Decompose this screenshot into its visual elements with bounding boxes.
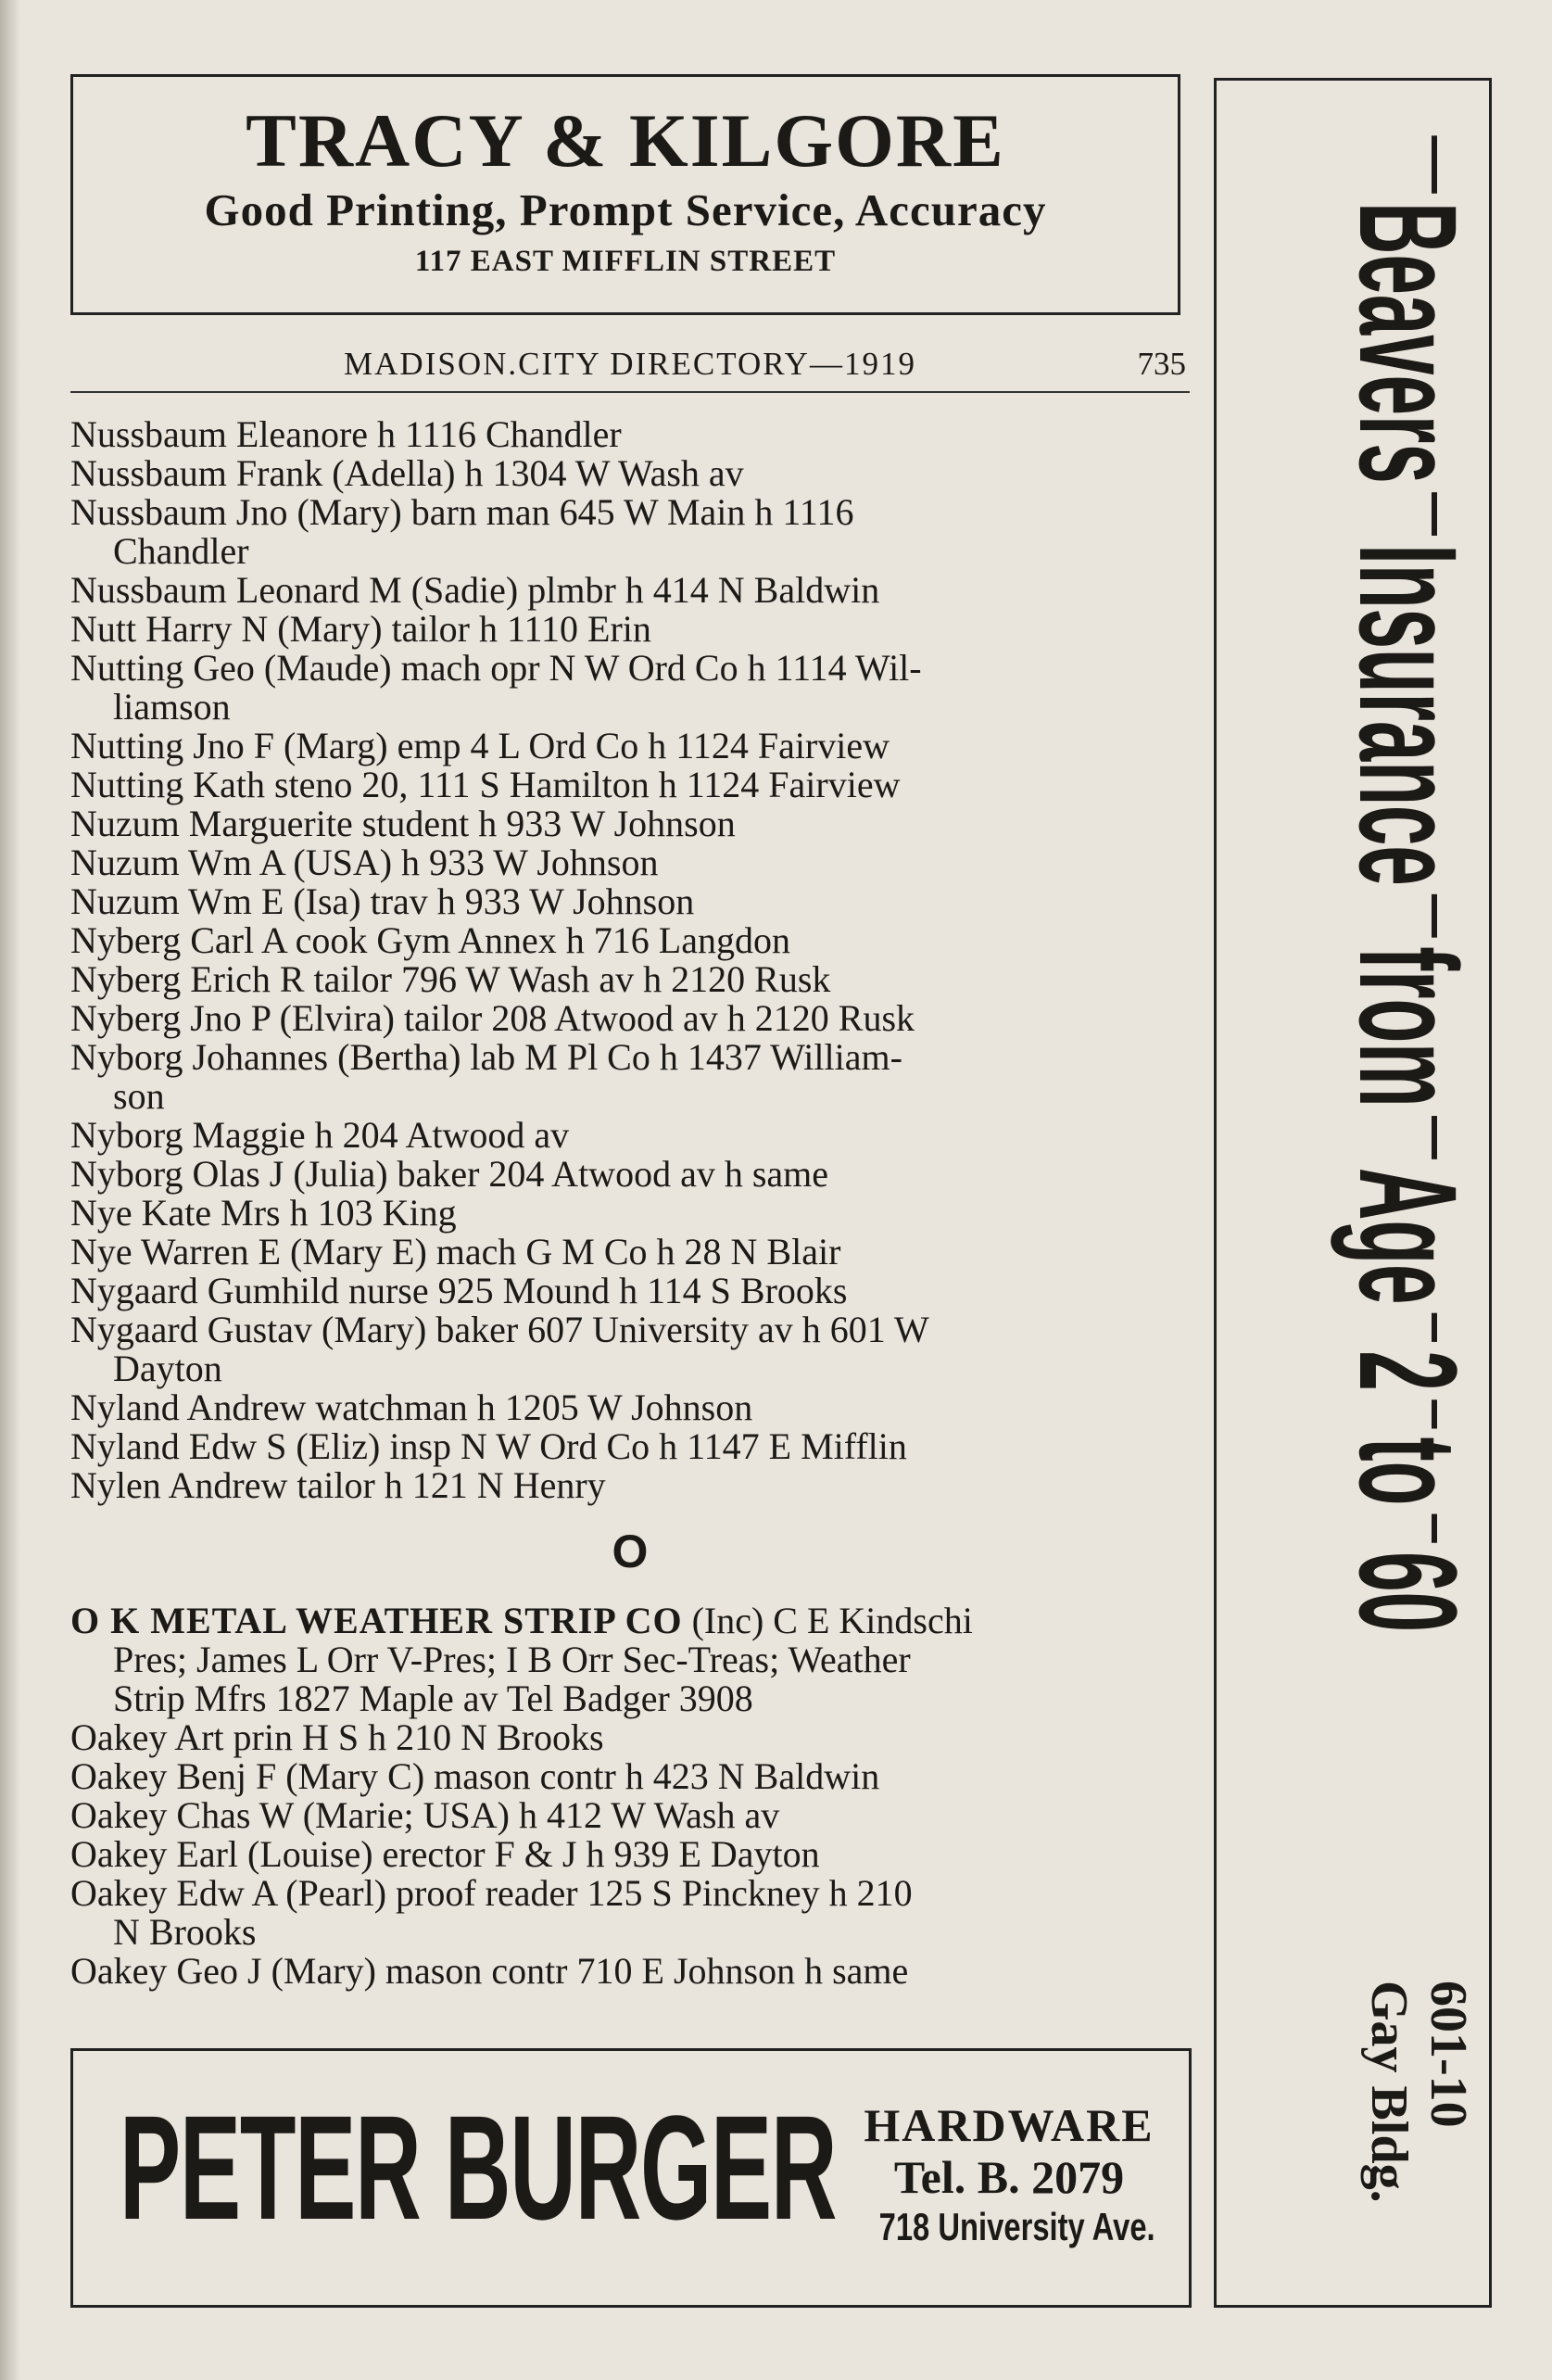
list-item (70, 454, 1190, 493)
entry-text: Nutting Geo (Maude) mach opr N W Ord Co h 1114 Wil- (70, 647, 922, 689)
list-item (70, 766, 1190, 804)
list-item (70, 415, 1190, 454)
list-item (70, 649, 1190, 727)
list-item (70, 1466, 1190, 1505)
entry-text: Nyland Edw S (Eliz) insp N W Ord Co h 1147 E Mifflin (70, 1425, 907, 1467)
list-item (70, 1388, 1190, 1427)
list-item (70, 843, 1190, 882)
ad-store-type: HARDWARE (864, 2099, 1155, 2151)
list-item (70, 493, 1190, 571)
entry-continuation: Dayton (113, 1348, 222, 1389)
list-item (70, 1835, 1190, 1874)
entry-text: Nuzum Wm E (Isa) trav h 933 W Johnson (70, 880, 695, 922)
entry-continuation: Chandler (113, 530, 249, 572)
slogan-word: 2 (1331, 1350, 1486, 1391)
slogan-word: Beavers (1331, 202, 1486, 484)
list-item (70, 1601, 1190, 1718)
ad-store-address: 718 University Ave. (878, 2205, 1155, 2248)
entry-text: Nyberg Carl A cook Gym Annex h 716 Langdon (70, 919, 790, 961)
entry-continuation: N Brooks (113, 1911, 257, 1953)
side-ad-text (1246, 127, 1486, 2259)
page-number: 735 (1137, 346, 1186, 382)
list-item (70, 1155, 1190, 1194)
list-item (70, 999, 1190, 1038)
entry-text: Nyland Andrew watchman h 1205 W Johnson (70, 1386, 753, 1428)
entry-text: Nussbaum Eleanore h 1116 Chandler (70, 413, 622, 455)
entry-text: Nuzum Wm A (USA) h 933 W Johnson (70, 842, 659, 883)
slogan-word: Insurance (1331, 544, 1486, 886)
list-item (70, 1874, 1190, 1952)
tracy-kilgore-ad (70, 74, 1180, 315)
entry-text: Oakey Geo J (Mary) mason contr 710 E Johnson h same (70, 1950, 909, 1992)
list-item (70, 1310, 1190, 1388)
side-ad-address-line-2: Gay Bldg. (1360, 1981, 1418, 2203)
page-edge-shadow (0, 0, 20, 2380)
ad-store-phone: Tel. B. 2079 (893, 2151, 1125, 2203)
list-item (70, 960, 1190, 999)
business-detail-line-2: Pres; James L Orr V-Pres; I B Orr Sec-Treas; Weather (113, 1639, 911, 1680)
slogan-word: from (1331, 946, 1486, 1108)
list-item (70, 1427, 1190, 1466)
list-item (70, 882, 1190, 921)
entry-text: Nygaard Gumhild nurse 925 Mound h 114 S Brooks (70, 1270, 848, 1311)
side-ad-address-line-1: 601-10 (1420, 1981, 1477, 2128)
directory-title: MADISON.CITY DIRECTORY—1919 (344, 346, 916, 382)
slogan-word: 60 (1331, 1551, 1486, 1632)
entry-text: Oakey Edw A (Pearl) proof reader 125 S Pinckney h 210 (70, 1872, 913, 1914)
list-item (70, 1116, 1190, 1155)
entry-text: Nygaard Gustav (Mary) baker 607 University av h 601 W (70, 1309, 929, 1350)
entry-text: Oakey Earl (Louise) erector F & J h 939 E Dayton (70, 1833, 820, 1875)
entry-text: Nyborg Olas J (Julia) baker 204 Atwood av h same (70, 1153, 829, 1195)
directory-listing (70, 415, 1190, 1991)
business-name: O K METAL WEATHER STRIP CO (70, 1600, 683, 1641)
running-head (70, 343, 1190, 393)
business-detail: (Inc) C E Kindschi (682, 1600, 973, 1641)
entry-text: Nyberg Erich R tailor 796 W Wash av h 2120 Rusk (70, 958, 831, 1000)
entry-text: Nussbaum Frank (Adella) h 1304 W Wash av (70, 452, 744, 494)
entry-text: Nyborg Johannes (Bertha) lab M Pl Co h 1437 William- (70, 1036, 902, 1078)
slogan-word: Age (1331, 1168, 1486, 1305)
entry-text: Nutting Jno F (Marg) emp 4 L Ord Co h 1124 Fairview (70, 725, 890, 766)
side-ad-address (1359, 1981, 1478, 2203)
list-item (70, 1718, 1190, 1757)
entry-text: Nyborg Maggie h 204 Atwood av (70, 1114, 570, 1156)
peter-burger-ad (70, 2048, 1192, 2308)
list-item (70, 1796, 1190, 1835)
beavers-insurance-ad (1214, 78, 1492, 2308)
list-item (70, 571, 1190, 610)
list-item (70, 1272, 1190, 1310)
section-letter: O (612, 1525, 649, 1577)
entry-text: Nutt Harry N (Mary) tailor h 1110 Erin (70, 608, 651, 650)
side-ad-slogan (1331, 127, 1486, 2055)
list-item (70, 1038, 1190, 1116)
list-item (70, 1233, 1190, 1272)
entry-continuation: liamson (113, 686, 231, 728)
entry-text: Oakey Chas W (Marie; USA) h 412 W Wash av (70, 1794, 780, 1836)
entry-text: Nuzum Marguerite student h 933 W Johnson (70, 803, 736, 844)
entry-continuation: son (113, 1075, 165, 1117)
n-entries (70, 415, 1190, 1505)
entry-text: Nye Kate Mrs h 103 King (70, 1192, 457, 1234)
entry-text: Nyberg Jno P (Elvira) tailor 208 Atwood av h 2120 Rusk (70, 997, 915, 1039)
list-item (70, 727, 1190, 766)
entry-text: Nussbaum Leonard M (Sadie) plmbr h 414 N Baldwin (70, 569, 880, 611)
ad-company-name: TRACY & KILGORE (246, 98, 1005, 183)
ad-store-details (842, 2099, 1176, 2251)
ad-address: 117 EAST MIFFLIN STREET (414, 245, 837, 278)
entry-text: Nussbaum Jno (Mary) barn man 645 W Main h 1116 (70, 491, 854, 533)
list-item (70, 1757, 1190, 1796)
o-entries (70, 1718, 1190, 1991)
entry-text: Oakey Benj F (Mary C) mason contr h 423 N Baldwin (70, 1755, 880, 1797)
business-detail-line-3: Strip Mfrs 1827 Maple av Tel Badger 3908 (113, 1677, 753, 1719)
ad-store-name: PETER BURGER (120, 2084, 837, 2250)
entry-text: Nutting Kath steno 20, 111 S Hamilton h 1124 Fairview (70, 764, 901, 805)
entry-text: Oakey Art prin H S h 210 N Brooks (70, 1716, 604, 1758)
ad-tagline: Good Printing, Prompt Service, Accuracy (204, 184, 1047, 235)
entry-text: Nylen Andrew tailor h 121 N Henry (70, 1464, 606, 1506)
list-item (70, 1194, 1190, 1233)
slogan-word: to (1331, 1437, 1486, 1506)
list-item (70, 804, 1190, 843)
list-item (70, 1952, 1190, 1991)
list-item (70, 610, 1190, 649)
entry-text: Nye Warren E (Mary E) mach G M Co h 28 N Blair (70, 1231, 841, 1272)
list-item (70, 921, 1190, 960)
